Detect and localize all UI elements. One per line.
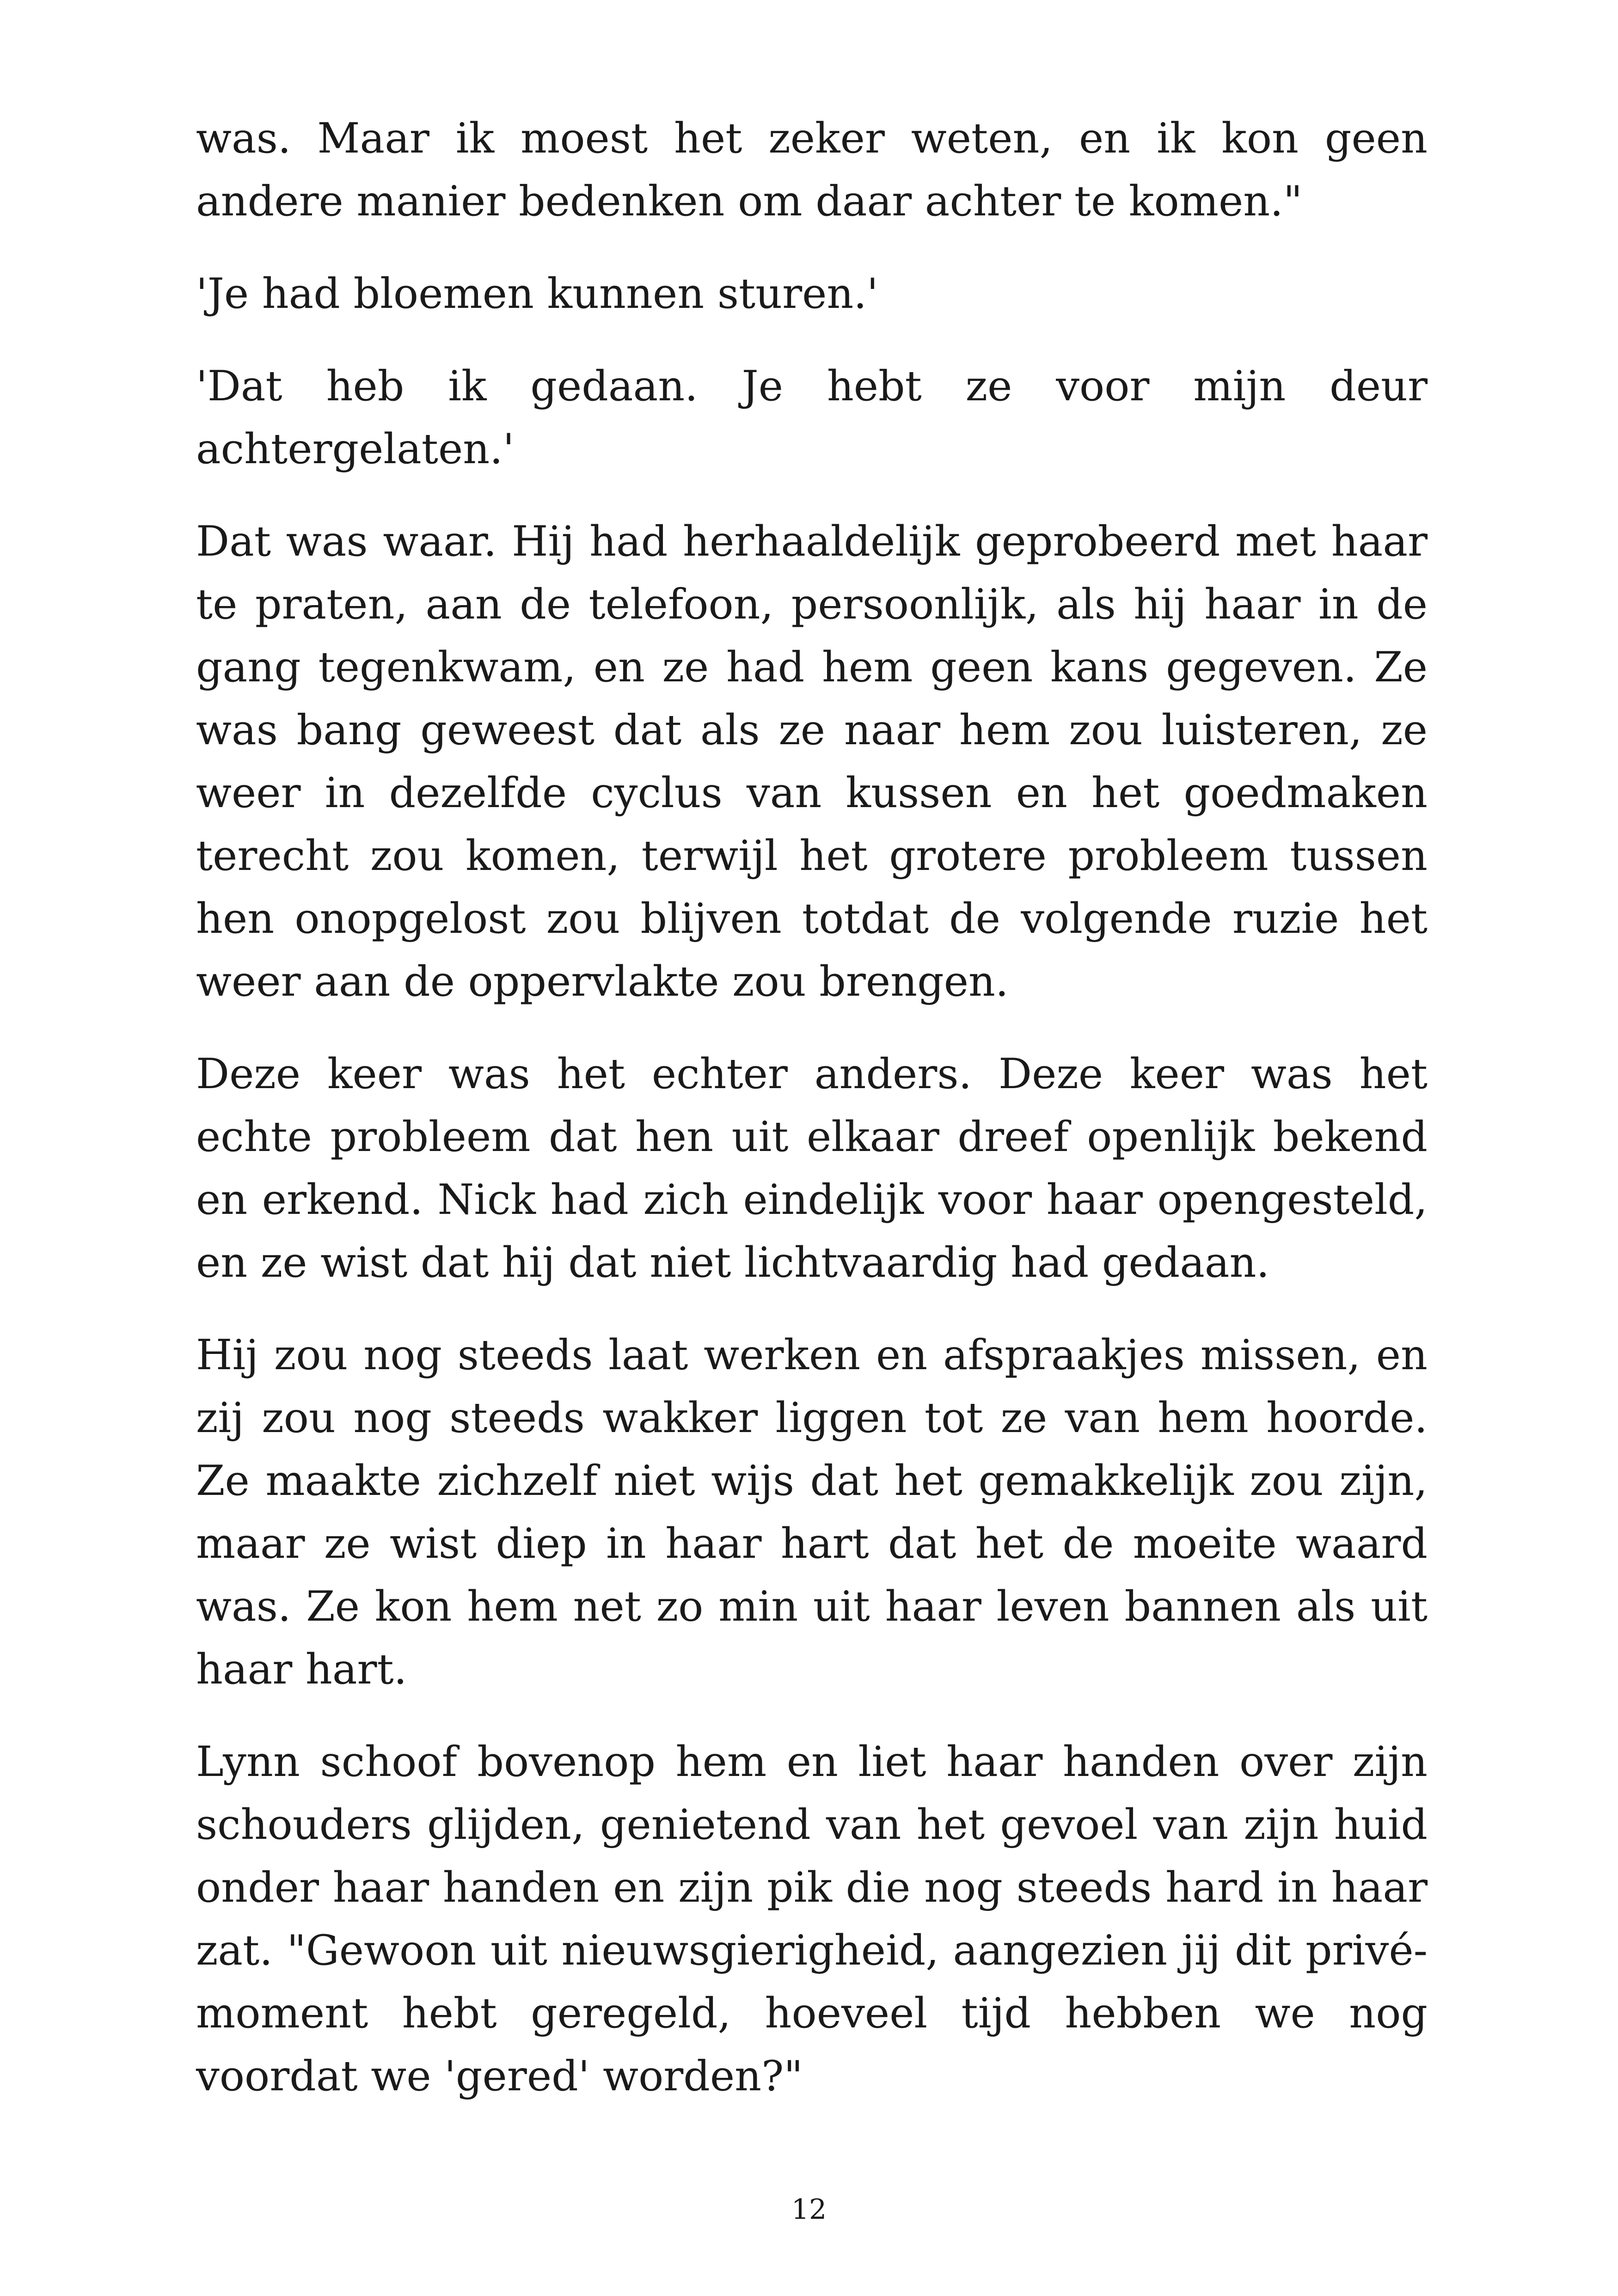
paragraph-1: was. Maar ik moest het zeker weten, en ik kon geen andere manier bedenken om daar achter te komen."	[196, 114, 1428, 226]
paragraph-7: Lynn schoof bovenop hem en liet haar handen over zijn schouders glijden, genietend van het gevoel van zijn huid onder haar handen en zijn pik die nog steeds hard in haar zat. "Gewoon uit nieuwsgierigheid, aangezien jij dit privé-moment hebt geregeld, hoeveel tijd hebben we nog voordat we 'gered' worden?"	[196, 1738, 1428, 2100]
paragraph-3: 'Dat heb ik gedaan. Je hebt ze voor mijn deur achtergelaten.'	[196, 362, 1428, 473]
paragraph-2: 'Je had bloemen kunnen sturen.'	[196, 269, 878, 318]
body-text	[196, 107, 1428, 2137]
paragraph-4: Dat was waar. Hij had herhaaldelijk geprobeerd met haar te praten, aan de telefoon, persoonlijk, als hij haar in de gang tegenkwam, en ze had hem geen kans gegeven. Ze was bang geweest dat als ze naar hem zou luisteren, ze weer in dezelfde cyclus van kussen en het goedmaken terecht zou komen, terwijl het grotere probleem tussen hen onopgelost zou blijven totdat de volgende ruzie het weer aan de oppervlakte zou brengen.	[196, 517, 1428, 1006]
page-number: 12	[791, 2193, 827, 2226]
paragraph-5: Deze keer was het echter anders. Deze keer was het echte probleem dat hen uit elkaar dreef openlijk bekend en erkend. Nick had zich eindelijk voor haar opengesteld, en ze wist dat hij dat niet lichtvaardig had gedaan.	[196, 1050, 1428, 1287]
paragraph-6: Hij zou nog steeds laat werken en afspraakjes missen, en zij zou nog steeds wakker liggen tot ze van hem hoorde. Ze maakte zichzelf niet wijs dat het gemakkelijk zou zijn, maar ze wist diep in haar hart dat het de moeite waard was. Ze kon hem net zo min uit haar leven bannen als uit haar hart.	[196, 1331, 1428, 1694]
